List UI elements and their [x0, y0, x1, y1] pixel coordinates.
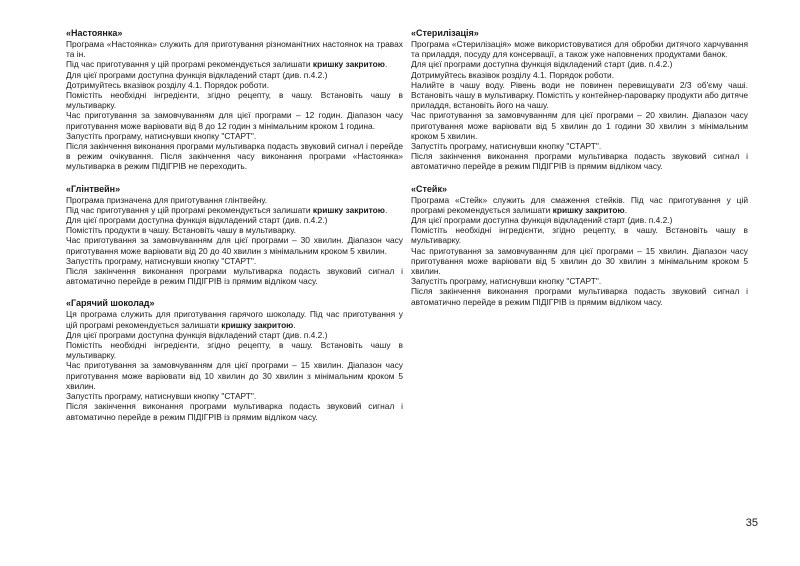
paragraph: Під час приготування у цій програмі рекомендується залишати кришку закритою.: [66, 59, 388, 70]
paragraph: Після закінчення виконання програми мультиварка подасть звуковий сигнал і автоматично перейде в режим ПІДІГРІВ із прямим відліком часу.: [411, 286, 748, 307]
paragraph: Під час приготування у цій програмі рекомендується залишати кришку закритою.: [66, 204, 388, 215]
paragraph: Ця програма служить для приготування гарячого шоколаду. Під час приготування у цій програмі рекомендується залишати кришку закритою.: [66, 309, 403, 330]
paragraph: Для цієї програми доступна функція відкладений старт (див. п.4.2.): [66, 215, 328, 226]
right-column: [411, 28, 748, 319]
page-number: 35: [745, 517, 758, 529]
paragraph: Дотримуйтесь вказівок розділу 4.1. Порядок роботи.: [411, 69, 615, 80]
paragraph: Після закінчення виконання програми мультиварка подасть звуковий сигнал і перейде в режим очікування. Після закінчення часу виконання програми «Настоянка» мультиварка в режим ПІДІГРІВ не переходить.: [66, 141, 403, 172]
paragraph: Після закінчення виконання програми мультиварка подасть звуковий сигнал і автоматично перейде в режим ПІДІГРІВ із прямим відліком часу.: [66, 266, 403, 287]
paragraph: Для цієї програми доступна функція відкладений старт (див. п.4.2.): [66, 69, 328, 80]
paragraph: Час приготування за замовчуванням для цієї програми – 30 хвилин. Діапазон часу приготування може варіювати від 20 до 40 хвилин з мінімальним кроком 5 хвилин.: [66, 235, 403, 256]
section-nastoyanka: [66, 28, 403, 172]
paragraph: Для цієї програми доступна функція відкладений старт (див. п.4.2.): [411, 215, 673, 226]
section-hot-chocolate: [66, 298, 403, 421]
bold-text: кришку закритою: [312, 204, 385, 215]
paragraph: Запустіть програму, натиснувши кнопку "СТАРТ".: [66, 255, 257, 266]
section-title: «Настоянка»: [66, 28, 123, 38]
paragraph: Час приготування за замовчуванням для цієї програми – 15 хвилин. Діапазон часу приготування може варіювати від 5 хвилин до 30 хвилин з мінімальним кроком 5 хвилин.: [411, 245, 748, 277]
section-glintvein: [66, 184, 403, 287]
paragraph: Програма «Стейк» служить для смаження стейків. Під час приготування у цій програмі рекомендується залишати кришку закритою.: [411, 194, 748, 215]
section-title: «Глінтвейн»: [66, 183, 121, 194]
paragraph: Програма «Настоянка» служить для приготування різноманітних настоянок на травах та ін.: [66, 39, 403, 60]
left-column: [66, 28, 403, 434]
paragraph: Програма «Стерилізація» може використовуватися для обробки дитячого харчування та приладдя, посуду для консервації, а також уже наповнених продуктами банок.: [411, 39, 748, 60]
paragraph: Після закінчення виконання програми мультиварка подасть звуковий сигнал і автоматично перейде в режим ПІДІГРІВ із прямим відліком часу.: [411, 151, 748, 172]
paragraph: Помістіть продукти в чашу. Встановіть чашу в мультиварку.: [66, 225, 296, 236]
section-title: «Гарячий шоколад»: [66, 298, 155, 309]
bold-text: кришку закритою: [552, 204, 625, 215]
paragraph: Для цієї програми доступна функція відкладений старт (див. п.4.2.): [411, 59, 673, 70]
paragraph: Програма призначена для приготування глінтвейну.: [66, 194, 268, 205]
paragraph: Час приготування за замовчуванням для цієї програми – 20 хвилин. Діапазон часу приготування може варіювати від 5 хвилин до 1 години 30 хвилин з мінімальним кроком 5 хвилин.: [411, 110, 748, 141]
paragraph: Час приготування за замовчуванням для цієї програми – 15 хвилин. Діапазон часу приготування може варіювати від 10 хвилин до 30 хвилин з мінімальним кроком 5 хвилин.: [66, 360, 403, 391]
section-steak: [411, 184, 748, 307]
section-sterilization: [411, 28, 748, 172]
paragraph: Час приготування за замовчуванням для цієї програми – 12 годин. Діапазон часу приготування може варіювати від 8 до 12 годин з мінімальним кроком 1 година.: [66, 110, 403, 131]
paragraph: Помістіть необхідні інгредієнти, згідно рецепту, в чашу. Встановіть чашу в мультиварку.: [66, 340, 403, 361]
paragraph: Запустіть програму, натиснувши кнопку "СТАРТ".: [66, 391, 257, 402]
paragraph: Запустіть програму, натиснувши кнопку "СТАРТ".: [411, 141, 602, 152]
bold-text: кришку закритою: [312, 59, 385, 70]
paragraph: Запустіть програму, натиснувши кнопку "СТАРТ".: [411, 276, 602, 287]
paragraph: Запустіть програму, натиснувши кнопку "СТАРТ".: [66, 130, 257, 141]
section-title: «Стерилізація»: [411, 28, 479, 38]
paragraph: Дотримуйтесь вказівок розділу 4.1. Порядок роботи.: [66, 79, 270, 90]
paragraph: Налийте в чашу воду. Рівень води не повинен перевищувати 2/3 об'єму чаші. Встановіть чашу в мультиварку. Помістіть у контейнер-пароварку продукти або дитяче приладдя, встановіть його на чашу.: [411, 79, 748, 111]
bold-text: кришку закритою: [221, 319, 294, 330]
paragraph: Для цієї програми доступна функція відкладений старт (див. п.4.2.): [66, 329, 328, 340]
paragraph: Помістіть необхідні інгредієнти, згідно рецепту, в чашу. Встановіть чашу в мультиварку.: [411, 225, 748, 246]
section-title: «Стейк»: [411, 183, 447, 194]
paragraph: Помістіть необхідні інгредієнти, згідно рецепту, в чашу. Встановіть чашу в мультиварку.: [66, 90, 403, 111]
paragraph: Після закінчення виконання програми мультиварка подасть звуковий сигнал і автоматично перейде в режим ПІДІГРІВ із прямим відліком часу.: [66, 401, 403, 422]
